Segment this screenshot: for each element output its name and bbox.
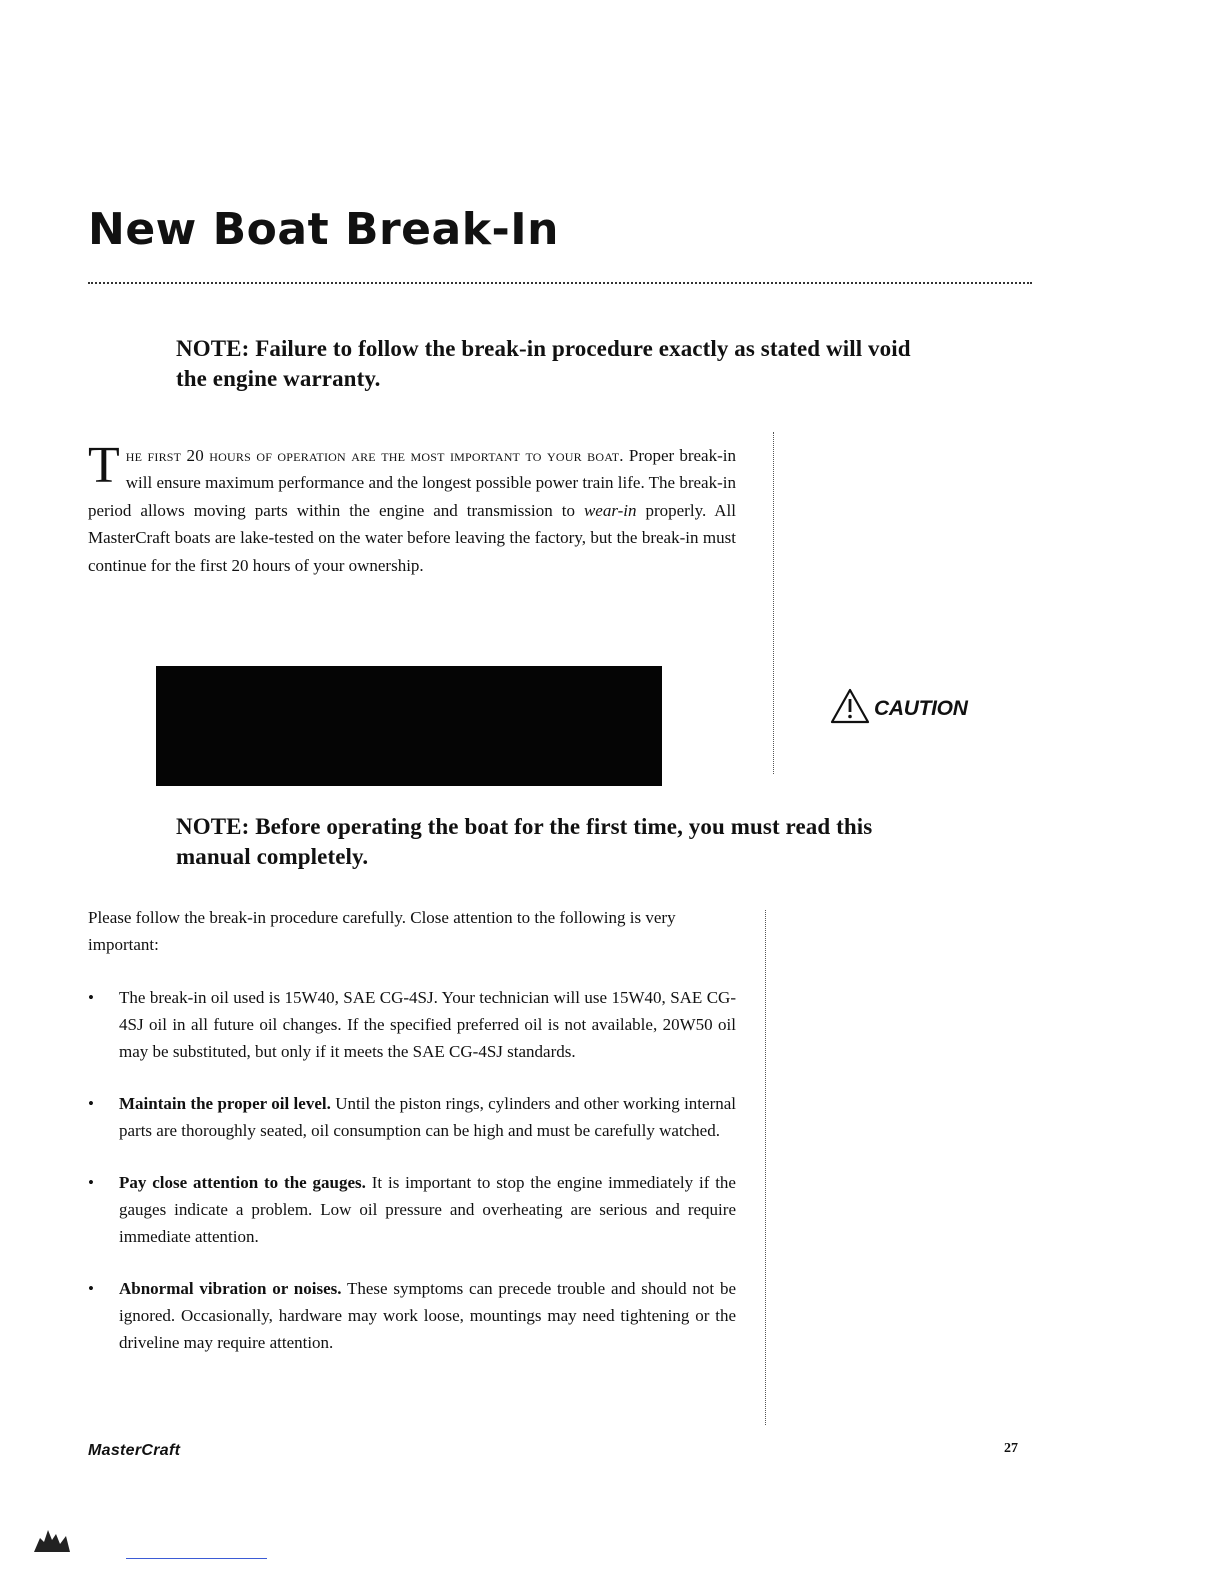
page-title: New Boat Break-In	[88, 204, 559, 255]
intro-paragraph	[88, 437, 736, 579]
list-item-text: It is important to stop the engine immediately if the gauges indicate a problem. Low oil pressure and overheating are serious and require immediate attention.	[119, 1173, 736, 1246]
scan-edge-line	[126, 1558, 267, 1559]
intro-body-2: properly. All MasterCraft boats are lake-tested on the water before leaving the factory, but the break-in must continue for the first 20 hours of your ownership.	[88, 500, 736, 575]
list-item-heading: Pay close attention to the gauges.	[119, 1173, 366, 1192]
list-item-text: Until the piston rings, cylinders and other working internal parts are thoroughly seated, oil consumption can be high and must be carefully watched.	[119, 1094, 736, 1140]
intro-italic-term: wear-in	[583, 500, 637, 520]
margin-divider-lower	[765, 910, 766, 1425]
procedure-lead: Please follow the break-in procedure carefully. Close attention to the following is very important:	[88, 908, 676, 955]
list-item-text: The break-in oil used is 15W40, SAE CG-4SJ. Your technician will use 15W40, SAE CG-4SJ oil in all future oil changes. If the specified preferred oil is not available, 20W50 oil may be substituted, but only if it meets the SAE CG-4SJ standards.	[119, 988, 736, 1061]
list-item-heading: Maintain the proper oil level.	[119, 1094, 331, 1113]
caution-label: CAUTION	[874, 696, 968, 720]
drop-cap: T	[88, 437, 120, 494]
list-item	[88, 1169, 736, 1250]
warranty-note: NOTE: Failure to follow the break-in procedure exactly as stated will void the engine warranty.	[176, 336, 911, 391]
warning-triangle-icon	[830, 688, 870, 729]
list-item	[88, 1275, 736, 1356]
intro-smallcaps-lead: he first 20 hours of operation are the most important to your boat.	[125, 446, 624, 465]
list-item	[88, 984, 736, 1065]
caution-callout	[830, 688, 968, 729]
read-manual-note: NOTE: Before operating the boat for the first time, you must read this manual completely.	[176, 814, 873, 869]
title-divider	[88, 282, 1032, 284]
scan-artifact	[30, 1524, 74, 1554]
list-item	[88, 1090, 736, 1144]
intro-body-1: Proper break-in will ensure maximum performance and the longest possible power train life. The break-in period allows moving parts within the engine and transmission to	[88, 446, 736, 520]
list-item-text: These symptoms can precede trouble and should not be ignored. Occasionally, hardware may work loose, mountings may need tightening or the driveline may require attention.	[119, 1279, 736, 1352]
list-item-heading: Abnormal vibration or noises.	[119, 1279, 342, 1298]
margin-divider-upper	[773, 432, 774, 774]
blacked-out-panel	[156, 666, 662, 786]
footer-brand-logo: MasterCraft	[88, 1442, 181, 1459]
page-number: 27	[1004, 1441, 1018, 1456]
break-in-checklist	[88, 984, 736, 1381]
